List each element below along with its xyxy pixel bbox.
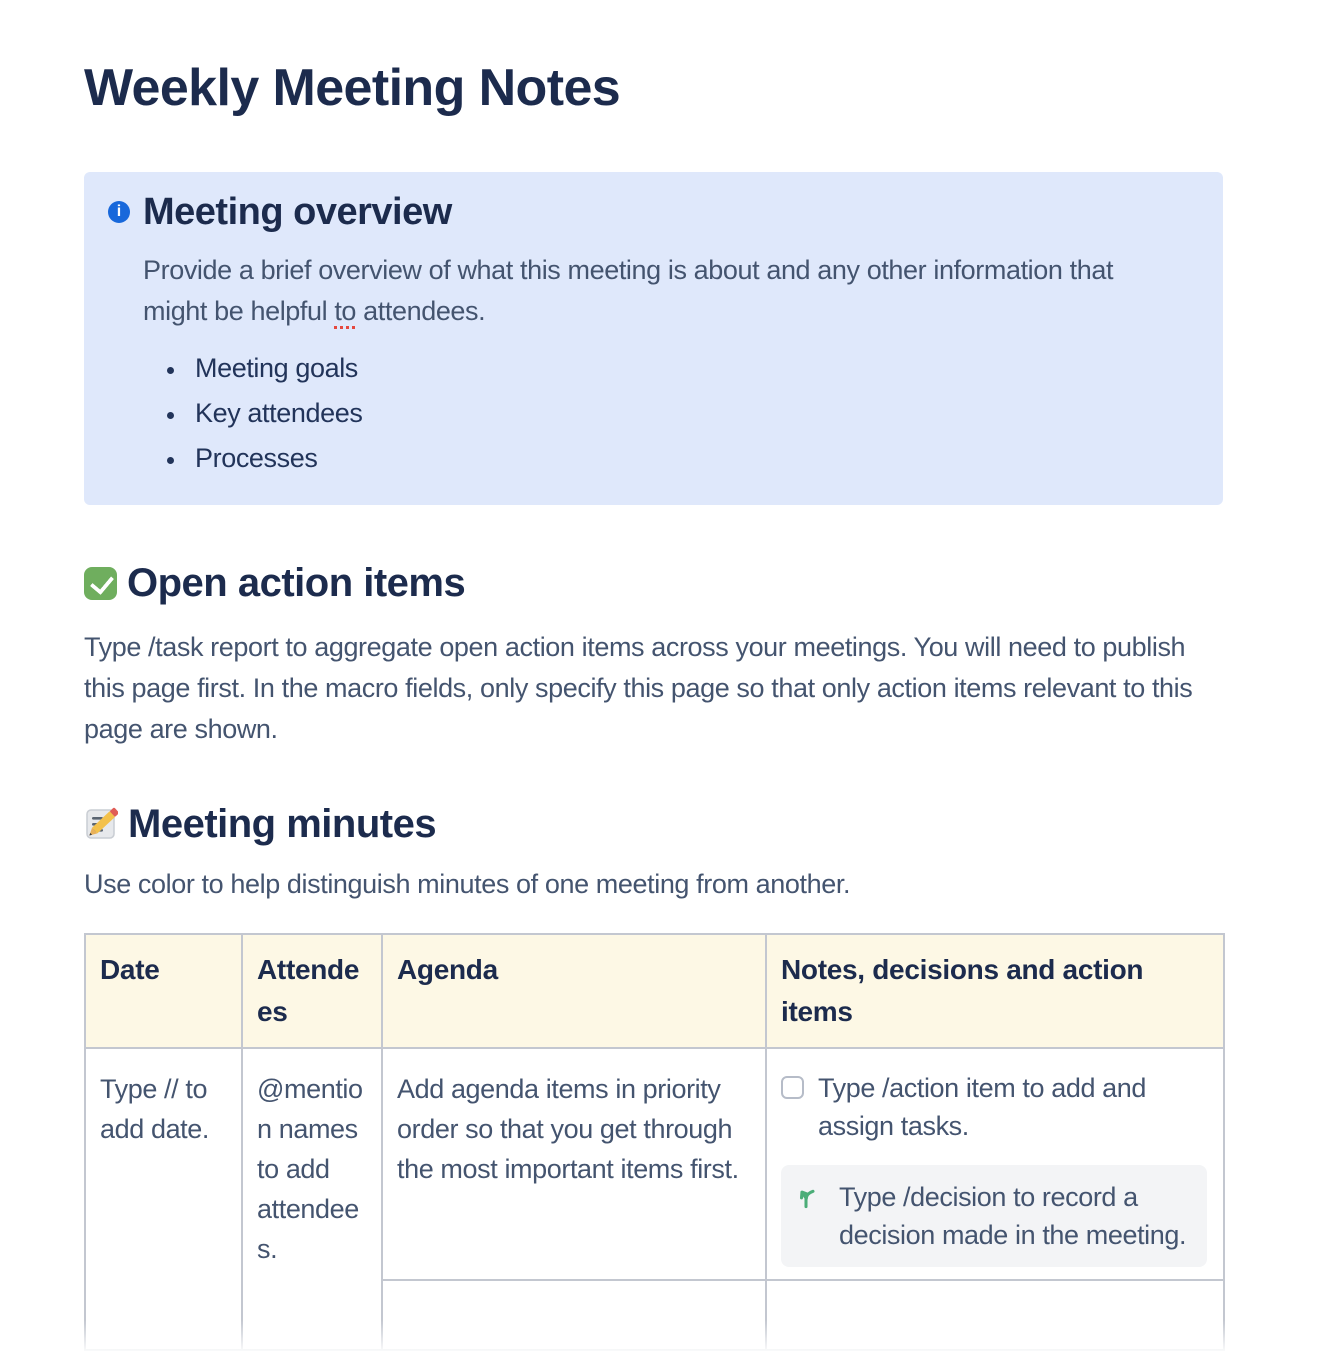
decision-panel (781, 1165, 1207, 1267)
decision-fork-icon (797, 1183, 824, 1210)
info-panel-bullet-list (143, 346, 1183, 481)
bullet-item: • Key attendees (187, 391, 1183, 436)
decision-label: Type /decision to record a decision made in the meeting. (839, 1182, 1187, 1250)
meeting-minutes-description: Use color to help distinguish minutes of one meeting from another. (84, 869, 851, 899)
col-header-attendees: Attendees (242, 934, 382, 1048)
info-panel (84, 172, 1223, 505)
description-text: Provide a brief overview of what this meeting is about and any other information that might be helpful (143, 255, 1114, 326)
action-item (781, 1069, 1207, 1145)
info-panel-description (143, 250, 1183, 332)
bullet-item: • Processes (187, 436, 1183, 481)
table-row (85, 1048, 1224, 1280)
col-header-notes: Notes, decisions and action items (766, 934, 1224, 1048)
misspelled-word: to (334, 296, 357, 326)
cell-notes-empty (766, 1280, 1224, 1350)
info-panel-content (143, 192, 1183, 481)
action-item-label: Type /action item to add and assign tasks. (818, 1073, 1147, 1141)
check-mark-emoji (84, 567, 117, 600)
cell-agenda: Add agenda items in priority order so that you get through the most important items first. (382, 1048, 766, 1280)
description-text: attendees. (356, 296, 486, 326)
page-title: Weekly Meeting Notes (84, 59, 621, 117)
cell-notes (766, 1048, 1224, 1280)
table-header-row (85, 934, 1224, 1048)
section-heading-open-action-items (84, 559, 1223, 607)
cell-attendees: @mention names to add attendees. (242, 1048, 382, 1350)
col-header-date: Date (85, 934, 242, 1048)
info-icon (108, 201, 130, 223)
page (84, 56, 1223, 1351)
meeting-minutes-table (84, 933, 1225, 1351)
bullet-item: • Meeting goals (187, 346, 1183, 391)
col-header-agenda: Agenda (382, 934, 766, 1048)
section-heading-text: Meeting minutes (128, 802, 437, 846)
info-panel-heading: Meeting overview (143, 191, 452, 233)
cell-agenda-empty (382, 1280, 766, 1350)
task-checkbox[interactable] (781, 1076, 804, 1099)
section-heading-text: Open action items (127, 561, 466, 605)
cell-date: Type // to add date. (85, 1048, 242, 1350)
section-heading-meeting-minutes (84, 800, 1223, 848)
memo-emoji (84, 807, 118, 841)
open-action-items-description: Type /task report to aggregate open action items across your meetings. You will need to publish this page first. In the macro fields, only specify this page so that only action items relevant to this page are shown. (84, 632, 1193, 744)
